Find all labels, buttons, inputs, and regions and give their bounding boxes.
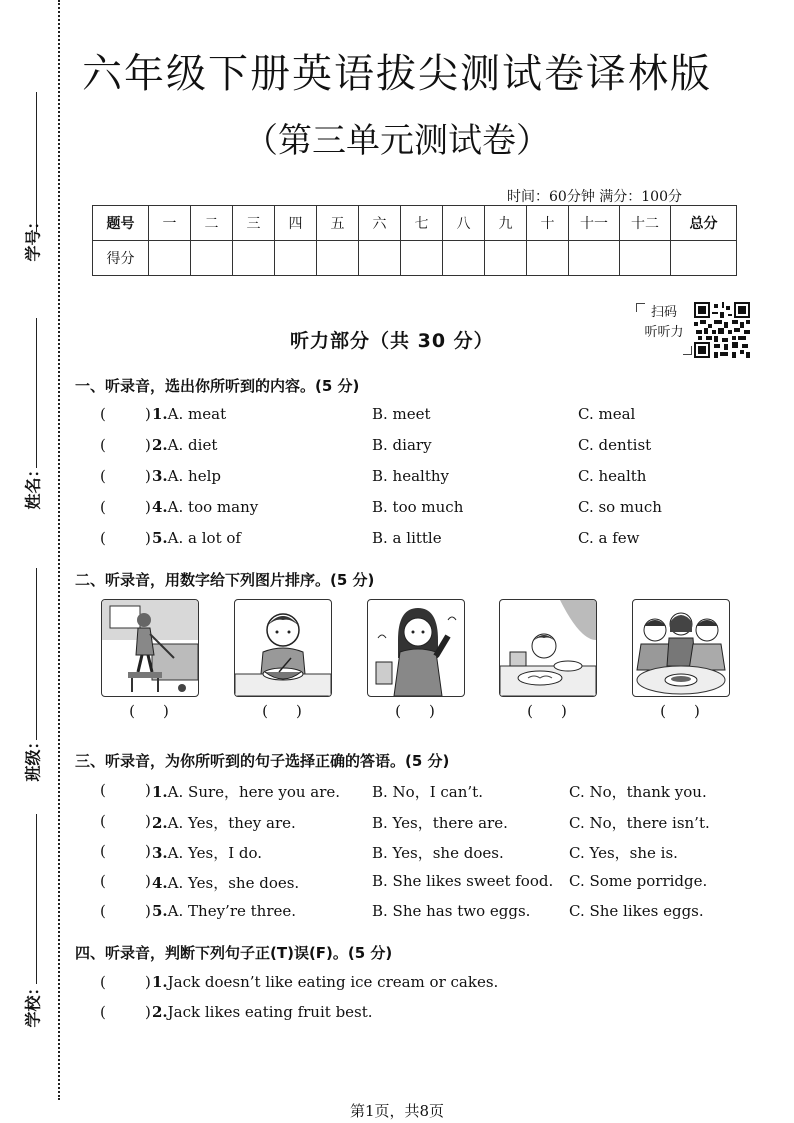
- question-row: [100, 529, 760, 555]
- picture-answer-blank[interactable]: [367, 702, 463, 720]
- question-row: [100, 498, 760, 524]
- option-c: C. dentist: [578, 436, 652, 454]
- section-2-title: 二、听录音，用数字给下列图片排序。(5 分): [75, 571, 375, 589]
- answer-paren-open: (: [395, 702, 401, 720]
- answer-paren-open[interactable]: (: [100, 1003, 106, 1021]
- time-info: 时间：60分钟 满分：100分: [507, 189, 682, 205]
- answer-paren-close: ): [145, 436, 151, 454]
- answer-paren-open: (: [262, 702, 268, 720]
- answer-paren-open: (: [129, 702, 135, 720]
- answer-paren-open: (: [527, 702, 533, 720]
- score-cell[interactable]: [401, 241, 443, 276]
- score-cell[interactable]: [275, 241, 317, 276]
- kitchen-cleaning-icon: [101, 599, 199, 697]
- score-header-cell: 八: [443, 206, 485, 241]
- option-b: B. Yes，there are.: [372, 814, 508, 832]
- option-c: C. She likes eggs.: [569, 902, 704, 920]
- answer-paren-close: ): [145, 812, 151, 830]
- option-b: B. Yes，she does.: [372, 844, 504, 862]
- answer-paren-close: ): [145, 1003, 151, 1021]
- score-cell[interactable]: [191, 241, 233, 276]
- question-row: [100, 467, 760, 493]
- score-cell[interactable]: [527, 241, 569, 276]
- scan-label-line1: 扫码: [650, 305, 677, 320]
- student-id-label: 学号：: [23, 213, 43, 262]
- option-b: B. healthy: [372, 467, 449, 485]
- score-header-cell: 总分: [671, 206, 737, 241]
- answer-paren-close: ): [145, 781, 151, 799]
- option-c: C. Yes，she is.: [569, 844, 678, 862]
- score-header-row: [93, 206, 737, 241]
- option-a: A. a lot of: [167, 529, 241, 547]
- option-c: C. No，there isn’t.: [569, 814, 710, 832]
- answer-paren-open[interactable]: (: [100, 973, 106, 991]
- question-number: 2.: [152, 436, 168, 454]
- page-title: 六年级下册英语拔尖测试卷译林版: [82, 51, 712, 97]
- score-cell[interactable]: [443, 241, 485, 276]
- score-header-cell: 七: [401, 206, 443, 241]
- option-a: A. They’re three.: [167, 902, 297, 920]
- question-row: [100, 973, 760, 999]
- page-footer: 第1页，共8页: [349, 1102, 445, 1120]
- answer-paren-open[interactable]: (: [100, 812, 106, 830]
- question-number: 2.: [152, 1003, 168, 1021]
- score-header-cell: 三: [233, 206, 275, 241]
- family-dinner-icon: [632, 599, 730, 697]
- score-cell[interactable]: [359, 241, 401, 276]
- option-b: B. She has two eggs.: [372, 902, 531, 920]
- question-row: [100, 842, 760, 868]
- option-b: B. too much: [372, 498, 464, 516]
- score-header-cell: 九: [485, 206, 527, 241]
- answer-paren-open[interactable]: (: [100, 467, 106, 485]
- score-cell[interactable]: [569, 241, 620, 276]
- question-number: 1.: [152, 405, 168, 423]
- answer-paren-close: ): [145, 872, 151, 890]
- question-row: [100, 872, 760, 898]
- statement-text: Jack doesn’t like eating ice cream or cakes.: [167, 973, 499, 991]
- score-header-cell: 六: [359, 206, 401, 241]
- answer-paren-open[interactable]: (: [100, 902, 106, 920]
- question-number: 4.: [152, 498, 168, 516]
- option-c: C. Some porridge.: [569, 872, 708, 890]
- option-b: B. She likes sweet food.: [372, 872, 554, 890]
- option-b: B. meet: [372, 405, 431, 423]
- question-number: 5.: [152, 902, 168, 920]
- option-b: B. a little: [372, 529, 442, 547]
- question-row: [100, 436, 760, 462]
- child-at-table-icon: [499, 599, 597, 697]
- score-cell[interactable]: [317, 241, 359, 276]
- answer-paren-close: ): [429, 702, 435, 720]
- answer-paren-close: ): [145, 405, 151, 423]
- section-4-title: 四、听录音，判断下列句子正(T)误(F)。(5 分): [75, 944, 393, 962]
- score-header-cell: 十: [527, 206, 569, 241]
- option-b: B. No，I can’t.: [372, 783, 483, 801]
- listening-section-header: 听力部分（共 30 分）: [290, 330, 494, 352]
- score-header-cell: 五: [317, 206, 359, 241]
- answer-paren-open[interactable]: (: [100, 405, 106, 423]
- score-cell[interactable]: [671, 241, 737, 276]
- scan-label: [636, 303, 692, 355]
- picture-answer-blank[interactable]: [499, 702, 595, 720]
- boy-eating-noodles-icon: [234, 599, 332, 697]
- option-c: C. so much: [578, 498, 662, 516]
- binding-dotted-line: [58, 0, 60, 1100]
- answer-paren-open[interactable]: (: [100, 436, 106, 454]
- question-row: [100, 902, 760, 928]
- option-a: A. too many: [167, 498, 259, 516]
- school-label: 学校：: [23, 979, 43, 1028]
- scan-label-line2: 听听力: [644, 325, 684, 340]
- option-c: C. a few: [578, 529, 640, 547]
- question-number: 1.: [152, 973, 168, 991]
- answer-paren-open[interactable]: (: [100, 529, 106, 547]
- section-1-title: 一、听录音，选出你所听到的内容。(5 分): [75, 377, 360, 395]
- question-number: 3.: [152, 467, 168, 485]
- name-label: 姓名：: [23, 461, 43, 510]
- question-number: 3.: [152, 844, 168, 862]
- question-row: [100, 812, 760, 838]
- score-header-cell: 二: [191, 206, 233, 241]
- score-table: [92, 205, 737, 276]
- option-c: C. health: [578, 467, 647, 485]
- answer-paren-close: ): [145, 902, 151, 920]
- question-number: 2.: [152, 814, 168, 832]
- section-3-title: 三、听录音，为你所听到的句子选择正确的答语。(5 分): [75, 752, 450, 770]
- option-a: A. meat: [167, 405, 227, 423]
- answer-paren-close: ): [145, 467, 151, 485]
- score-value-row: [93, 241, 737, 276]
- option-a: A. Sure，here you are.: [167, 783, 341, 801]
- class-blank[interactable]: [36, 568, 37, 740]
- name-blank[interactable]: [36, 318, 37, 468]
- option-a: A. help: [167, 467, 221, 485]
- score-header-cell: 十一: [569, 206, 620, 241]
- answer-paren-open[interactable]: (: [100, 842, 106, 860]
- option-a: A. Yes，they are.: [167, 814, 296, 832]
- class-label: 班级：: [23, 733, 43, 782]
- answer-paren-open[interactable]: (: [100, 872, 106, 890]
- answer-paren-close: ): [296, 702, 302, 720]
- page-subtitle: （第三单元测试卷）: [244, 121, 550, 161]
- qr-code-icon[interactable]: [694, 302, 750, 358]
- question-number: 5.: [152, 529, 168, 547]
- answer-paren-open[interactable]: (: [100, 781, 106, 799]
- school-blank[interactable]: [36, 814, 37, 984]
- score-cell[interactable]: [485, 241, 527, 276]
- answer-paren-close: ): [145, 842, 151, 860]
- question-number: 1.: [152, 783, 168, 801]
- answer-paren-close: ): [145, 529, 151, 547]
- statement-text: Jack likes eating fruit best.: [167, 1003, 373, 1021]
- score-cell[interactable]: [149, 241, 191, 276]
- question-row: [100, 405, 760, 431]
- answer-paren-close: ): [561, 702, 567, 720]
- answer-paren-open: (: [660, 702, 666, 720]
- option-c: C. No，thank you.: [569, 783, 707, 801]
- option-a: A. Yes，I do.: [167, 844, 263, 862]
- option-a: A. Yes，she does.: [167, 874, 300, 892]
- picture-answer-blank[interactable]: [632, 702, 728, 720]
- girl-with-drink-icon: [367, 599, 465, 697]
- score-header-cell: 一: [149, 206, 191, 241]
- answer-paren-close: ): [694, 702, 700, 720]
- score-row-label: 得分: [93, 241, 149, 276]
- score-header-cell: 题号: [93, 206, 149, 241]
- question-number: 4.: [152, 874, 168, 892]
- picture-answer-blank[interactable]: [234, 702, 330, 720]
- answer-paren-open[interactable]: (: [100, 498, 106, 516]
- score-cell[interactable]: [620, 241, 671, 276]
- question-row: [100, 1003, 760, 1029]
- answer-paren-close: ): [145, 498, 151, 516]
- score-cell[interactable]: [233, 241, 275, 276]
- question-row: [100, 781, 760, 807]
- picture-answer-blank[interactable]: [101, 702, 197, 720]
- score-header-cell: 四: [275, 206, 317, 241]
- answer-paren-close: ): [163, 702, 169, 720]
- score-header-cell: 十二: [620, 206, 671, 241]
- option-c: C. meal: [578, 405, 636, 423]
- option-a: A. diet: [167, 436, 218, 454]
- answer-paren-close: ): [145, 973, 151, 991]
- option-b: B. diary: [372, 436, 432, 454]
